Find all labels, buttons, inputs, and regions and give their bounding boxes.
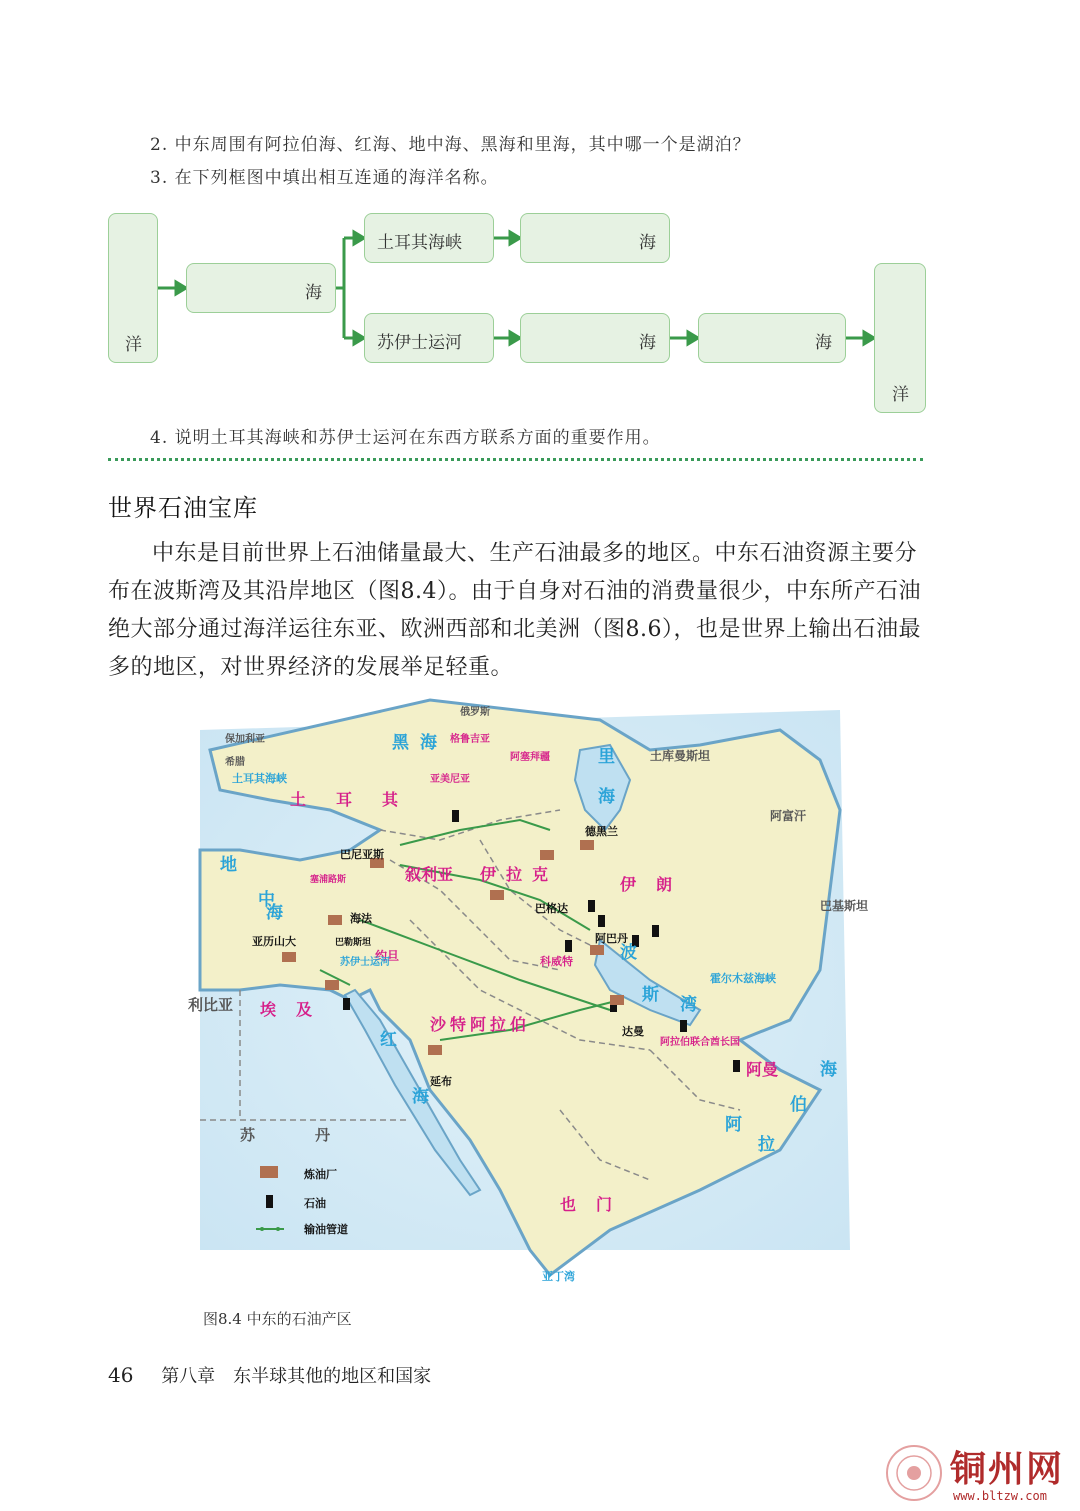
map-sea-char: 拉 xyxy=(758,1135,775,1155)
sea-mid2-box[interactable] xyxy=(698,313,846,363)
map-country-bulgaria: 保加利亚 xyxy=(225,734,265,745)
map-city: 阿巴丹 xyxy=(595,932,628,945)
strait-box xyxy=(364,213,494,263)
left-ocean-label: 洋 xyxy=(125,335,142,355)
map-country-egypt: 埃及 xyxy=(260,1000,333,1019)
section-title: 世界石油宝库 xyxy=(108,494,258,522)
map-sea-char: 斯 xyxy=(642,985,659,1005)
canal-box xyxy=(364,313,494,363)
page-footer xyxy=(108,1362,431,1388)
map-country-kuwait: 科威特 xyxy=(540,955,573,968)
map-sea-char: 黑 xyxy=(392,733,409,753)
map-country-oman: 阿曼 xyxy=(746,1060,779,1079)
map-country-greece: 希腊 xyxy=(225,757,245,768)
right-ocean-box[interactable] xyxy=(874,263,926,413)
sea-mid-box[interactable] xyxy=(520,313,670,363)
map-city: 亚历山大 xyxy=(252,935,296,948)
map-country-iraq: 伊拉克 xyxy=(480,865,559,884)
sea-mid-label: 海 xyxy=(639,333,656,353)
map-country-azerbaijan: 阿塞拜疆 xyxy=(510,752,550,763)
legend-refinery-icon xyxy=(260,1166,278,1178)
sea-top-box[interactable] xyxy=(520,213,670,263)
question-2: 2. 中东周围有阿拉伯海、红海、地中海、黑海和里海，其中哪一个是湖泊？ xyxy=(150,135,751,155)
map-sea-char: 海 xyxy=(598,787,615,807)
map-city: 巴尼亚斯 xyxy=(340,848,384,861)
map-feature: 土耳其海峡 xyxy=(232,772,287,785)
map-city: 巴勒斯坦 xyxy=(335,938,372,948)
strait-label: 土耳其海峡 xyxy=(377,233,462,253)
map-country-syria: 叙利亚 xyxy=(405,865,454,884)
middle-east-oil-map xyxy=(180,690,869,1300)
map-sea-char: 里 xyxy=(598,747,615,767)
map-country-saudi: 沙特阿拉伯 xyxy=(430,1015,531,1034)
map-country-yemen: 也门 xyxy=(560,1195,633,1214)
right-ocean-label: 洋 xyxy=(892,385,909,405)
map-sea-char: 海 xyxy=(266,903,283,923)
canal-label: 苏伊士运河 xyxy=(377,333,462,353)
figure-caption: 图8.4 中东的石油产区 xyxy=(203,1310,352,1328)
question-3: 3. 在下列框图中填出相互连通的海洋名称。 xyxy=(150,168,499,188)
map-country-turkmenistan: 土库曼斯坦 xyxy=(650,749,711,763)
map-country-jordan: 约旦 xyxy=(375,949,400,963)
map-sea-char: 海 xyxy=(420,733,437,753)
map-sea-char: 红 xyxy=(380,1030,397,1050)
map-sea-char: 波 xyxy=(620,943,637,963)
map-country-afghanistan: 阿富汗 xyxy=(770,809,807,823)
map-country-turkey: 土耳其 xyxy=(290,790,429,809)
map-feature: 苏伊士运河 xyxy=(340,957,390,968)
watermark-url: www.bltzw.com xyxy=(953,1489,1047,1503)
sea1-label: 海 xyxy=(305,283,322,303)
map-sea-char: 海 xyxy=(820,1060,837,1080)
map-feature: 亚丁湾 xyxy=(542,1270,575,1283)
map-country-cyprus: 塞浦路斯 xyxy=(310,875,347,885)
legend-refinery-label: 炼油厂 xyxy=(304,1168,337,1181)
map-sea-char: 中 xyxy=(258,890,275,910)
legend-oil-icon xyxy=(266,1195,273,1208)
sea-mid2-label: 海 xyxy=(815,333,832,353)
sea-top-label: 海 xyxy=(639,233,656,253)
chapter-title: 第八章 东半球其他的地区和国家 xyxy=(161,1366,432,1387)
page-number: 46 xyxy=(108,1363,134,1387)
map-city: 延布 xyxy=(430,1075,452,1088)
map-sea-char: 湾 xyxy=(680,995,697,1015)
watermark-text: 铜州网 xyxy=(950,1448,1065,1490)
legend-pipeline-label: 输油管道 xyxy=(304,1223,348,1236)
left-ocean-box[interactable] xyxy=(108,213,158,363)
map-city: 巴格达 xyxy=(535,902,568,915)
map-country-georgia: 格鲁吉亚 xyxy=(450,734,490,745)
map-country-armenia: 亚美尼亚 xyxy=(430,774,470,785)
question-4: 4. 说明土耳其海峡和苏伊士运河在东西方联系方面的重要作用。 xyxy=(150,428,661,448)
map-sea-char: 阿 xyxy=(725,1115,742,1135)
section-paragraph: 中东是目前世界上石油储量最大、生产石油最多的地区。中东石油资源主要分布在波斯湾及其沿岸地区（图8.4）。由于自身对石油的消费量很少，中东所产石油绝大部分通过海洋运往东亚、欧洲西部和北美洲（图8.6），也是世界上输出石油最多的地区，对世界经济的发展举足轻重。 xyxy=(108,541,921,680)
map-city: 达曼 xyxy=(622,1025,644,1038)
map-city: 海法 xyxy=(350,912,372,925)
map-feature: 霍尔木兹海峡 xyxy=(710,972,776,985)
map-sea-char: 伯 xyxy=(790,1095,807,1115)
sea1-box[interactable] xyxy=(186,263,336,313)
map-sea-char: 海 xyxy=(412,1087,429,1107)
map-country-russia: 俄罗斯 xyxy=(460,707,490,718)
section-divider xyxy=(108,458,923,461)
map-sea-char: 地 xyxy=(220,855,237,875)
map-country-libya: 利比亚 xyxy=(188,996,234,1014)
map-country-pakistan: 巴基斯坦 xyxy=(820,899,869,913)
map-city: 德黑兰 xyxy=(585,825,618,838)
map-country-iran: 伊朗 xyxy=(620,875,693,894)
legend-oil-label: 石油 xyxy=(304,1197,326,1210)
map-country-sudan: 苏丹 xyxy=(240,1126,391,1144)
map-country-uae: 阿拉伯联合酋长国 xyxy=(660,1037,740,1048)
